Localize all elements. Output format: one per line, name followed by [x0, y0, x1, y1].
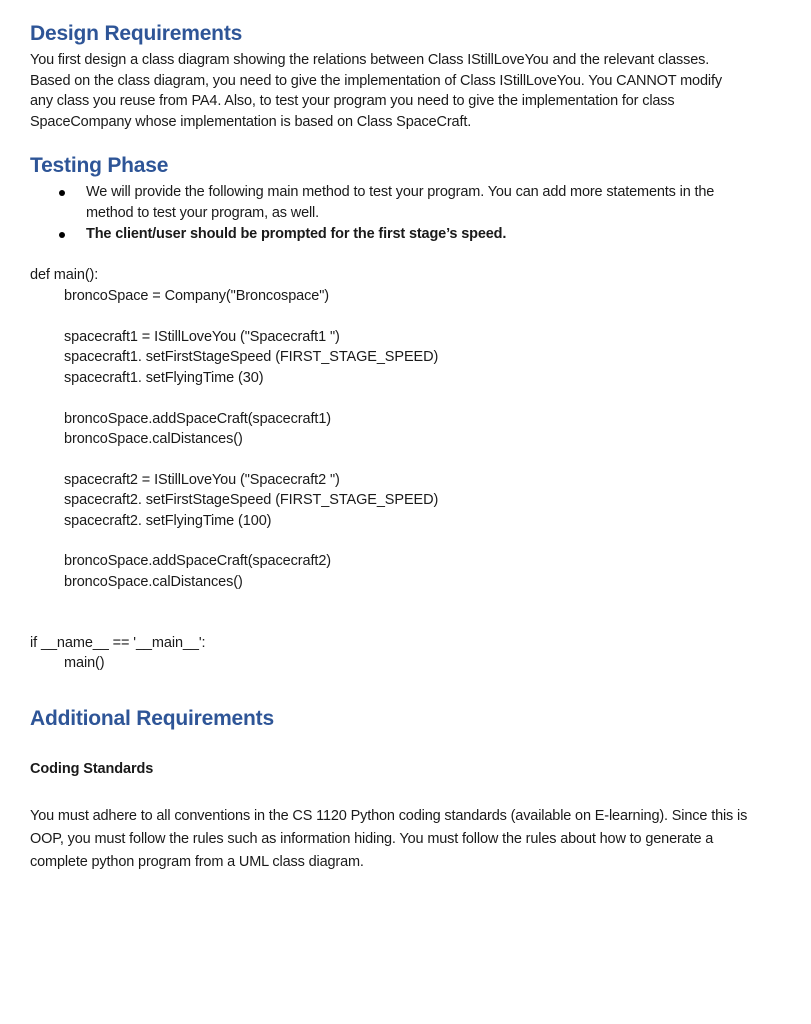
- code-line: spacecraft1. setFirstStageSpeed (FIRST_STAGE_SPEED): [64, 349, 439, 365]
- coding-standards-subheading: Coding Standards: [30, 761, 154, 777]
- testing-phase-heading: Testing Phase: [30, 154, 169, 177]
- code-line: spacecraft1. setFlyingTime (30): [64, 370, 264, 386]
- code-line: def main():: [30, 267, 99, 283]
- list-item: The client/user should be prompted for the first stage’s speed.: [59, 224, 759, 245]
- code-line: if __name__ == '__main__':: [30, 635, 206, 651]
- code-line: broncoSpace.addSpaceCraft(spacecraft2): [64, 553, 332, 569]
- code-line: spacecraft2. setFlyingTime (100): [64, 513, 272, 529]
- additional-requirements-heading: Additional Requirements: [30, 707, 274, 730]
- bullet-icon: [59, 190, 65, 196]
- code-line: spacecraft1 = IStillLoveYou ("Spacecraft1 "): [64, 329, 340, 345]
- code-line: broncoSpace.addSpaceCraft(spacecraft1): [64, 411, 332, 427]
- code-line: broncoSpace.calDistances(): [64, 431, 243, 447]
- code-line: broncoSpace.calDistances(): [64, 574, 243, 590]
- coding-standards-paragraph: You must adhere to all conventions in the CS 1120 Python coding standards (available on E-learning). Since this is OOP, you must follow the rules such as information hiding. You must follow the rules about how to generate a complete python program from a UML class diagram.: [30, 808, 748, 870]
- design-requirements-paragraph: You first design a class diagram showing the relations between Class IStillLoveYou and the relevant classes. Based on the class diagram, you need to give the implementation of Class IStillLoveYou. You CANNOT modify any class you reuse from PA4. Also, to test your program you need to give the implementation for class SpaceCompany whose implementation is based on Class SpaceCraft.: [30, 52, 722, 130]
- code-line: spacecraft2 = IStillLoveYou ("Spacecraft2 "): [64, 472, 340, 488]
- bullet-icon: [59, 232, 65, 238]
- code-line: spacecraft2. setFirstStageSpeed (FIRST_STAGE_SPEED): [64, 492, 439, 508]
- testing-bullet-list: [59, 182, 759, 246]
- list-item: We will provide the following main method to test your program. You can add more statements in the method to test your program, as well.: [59, 182, 759, 223]
- code-line: broncoSpace = Company("Broncospace"): [64, 288, 330, 304]
- code-line: main(): [64, 655, 105, 671]
- design-requirements-heading: Design Requirements: [30, 22, 243, 45]
